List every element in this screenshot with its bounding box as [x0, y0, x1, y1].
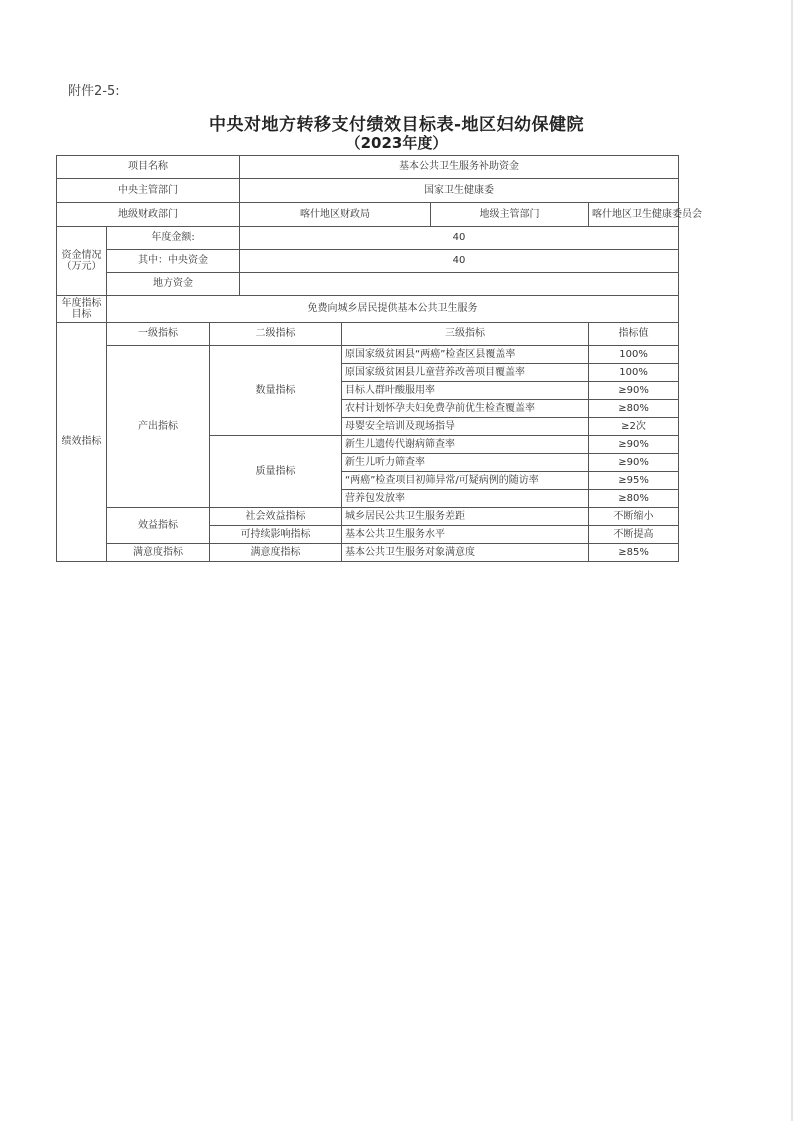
funds-annual-value: 40: [240, 227, 679, 250]
satisfaction-indicators-label: 满意度指标: [107, 544, 210, 562]
finance-dept-row: [57, 203, 679, 227]
quality-indicator-2: 新生儿听力筛查率: [342, 454, 589, 472]
quantity-value-2: 100%: [589, 364, 679, 382]
quantity-indicator-5: 母婴安全培训及现场指导: [342, 418, 589, 436]
quantity-value-3: ≥90%: [589, 382, 679, 400]
central-dept-value: 国家卫生健康委: [240, 179, 679, 203]
satisfaction-row: [57, 544, 679, 562]
local-dept-value: 喀什地区卫生健康委员会: [589, 203, 679, 227]
quality-value-3: ≥95%: [589, 472, 679, 490]
quality-indicator-3: “两癌”检查项目初筛异常/可疑病例的随访率: [342, 472, 589, 490]
project-name-row: [57, 156, 679, 179]
annual-goal-label: 年度指标目标: [57, 296, 107, 323]
finance-dept-value: 喀什地区财政局: [240, 203, 431, 227]
benefit-indicators-label: 效益指标: [107, 508, 210, 544]
attachment-label: 附件2-5:: [68, 84, 120, 99]
funds-local-value: [240, 273, 679, 296]
local-dept-label: 地级主管部门: [431, 203, 589, 227]
document-title: 中央对地方转移支付绩效目标表-地区妇幼保健院: [208, 115, 585, 135]
quantity-indicator-1: 原国家级贫困县“两癌”检查区县覆盖率: [342, 346, 589, 364]
project-name-value: 基本公共卫生服务补助资金: [240, 156, 679, 179]
funds-local-label: 地方资金: [107, 273, 240, 296]
central-dept-row: [57, 179, 679, 203]
quality-value-1: ≥90%: [589, 436, 679, 454]
sustain-indicator: 基本公共卫生服务水平: [342, 526, 589, 544]
sustain-label: 可持续影响指标: [210, 526, 342, 544]
satisfaction-indicator: 基本公共卫生服务对象满意度: [342, 544, 589, 562]
satisfaction-sub-label: 满意度指标: [210, 544, 342, 562]
header-level3: 三级指标: [342, 323, 589, 346]
header-level1: 一级指标: [107, 323, 210, 346]
quantity-row-1: [57, 346, 679, 364]
quality-value-2: ≥90%: [589, 454, 679, 472]
funds-annual-row: [57, 227, 679, 250]
social-benefit-label: 社会效益指标: [210, 508, 342, 526]
quality-indicator-4: 营养包发放率: [342, 490, 589, 508]
quality-value-4: ≥80%: [589, 490, 679, 508]
funds-annual-label: 年度金额:: [107, 227, 240, 250]
output-indicators-label: 产出指标: [107, 346, 210, 508]
quantity-indicator-4: 农村计划怀孕夫妇免费孕前优生检查覆盖率: [342, 400, 589, 418]
project-name-label: 项目名称: [57, 156, 240, 179]
finance-dept-label: 地级财政部门: [57, 203, 240, 227]
quantity-indicator-2: 原国家级贫困县儿童营养改善项目覆盖率: [342, 364, 589, 382]
quantity-value-4: ≥80%: [589, 400, 679, 418]
funds-central-value: 40: [240, 250, 679, 273]
social-benefit-row: [57, 508, 679, 526]
annual-goal-row: [57, 296, 679, 323]
header-level2: 二级指标: [210, 323, 342, 346]
quantity-indicators-label: 数量指标: [210, 346, 342, 436]
quality-indicator-1: 新生儿遗传代谢病筛查率: [342, 436, 589, 454]
social-benefit-value: 不断缩小: [589, 508, 679, 526]
indicators-label: 绩效指标: [57, 323, 107, 562]
quantity-indicator-3: 目标人群叶酸服用率: [342, 382, 589, 400]
funds-label: 资金情况（万元）: [57, 227, 107, 296]
indicator-header-row: [57, 323, 679, 346]
funds-central-row: [57, 250, 679, 273]
funds-local-row: [57, 273, 679, 296]
funds-central-label: 其中：中央资金: [107, 250, 240, 273]
annual-goal-text: 免费向城乡居民提供基本公共卫生服务: [107, 296, 679, 323]
central-dept-label: 中央主管部门: [57, 179, 240, 203]
satisfaction-value: ≥85%: [589, 544, 679, 562]
document-subtitle: （2023年度）: [345, 134, 448, 152]
social-benefit-indicator: 城乡居民公共卫生服务差距: [342, 508, 589, 526]
header-value: 指标值: [589, 323, 679, 346]
sustain-value: 不断提高: [589, 526, 679, 544]
quantity-value-5: ≥2次: [589, 418, 679, 436]
quantity-value-1: 100%: [589, 346, 679, 364]
performance-target-table: [56, 155, 703, 562]
quality-indicators-label: 质量指标: [210, 436, 342, 508]
